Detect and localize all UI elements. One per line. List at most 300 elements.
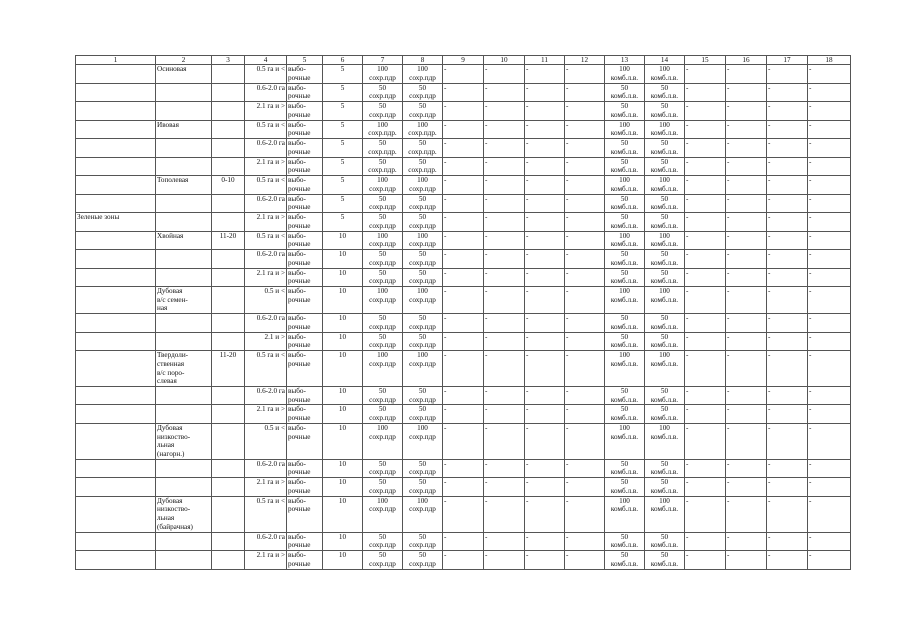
table-row [76, 176, 851, 195]
cell-col-14: 50 комб.л.в. [645, 157, 685, 176]
dash-cell: - [565, 268, 605, 287]
cell-col-2 [156, 157, 212, 176]
dash-cell: - [808, 194, 851, 213]
column-number-1: 1 [76, 56, 156, 65]
dash-cell: - [726, 83, 767, 102]
dash-cell: - [484, 65, 525, 84]
cell-col-14: 50 комб.л.в. [645, 268, 685, 287]
cell-col-8: 50 сохр.пдр [403, 405, 443, 424]
dash-cell: - [767, 250, 808, 269]
dash-cell: - [726, 194, 767, 213]
dash-cell: - [767, 231, 808, 250]
cell-col-7: 50 сохр.пдр. [363, 157, 403, 176]
cell-col-8: 50 сохр.пдр [403, 213, 443, 232]
dash-cell: - [726, 231, 767, 250]
cell-col-13: 50 комб.л.в. [605, 551, 645, 570]
cell-col-6: 5 [323, 102, 363, 121]
cell-col-7: 100 сохр.пдр [363, 423, 403, 459]
cell-col-6: 5 [323, 65, 363, 84]
cell-col-3 [212, 551, 245, 570]
cell-col-3 [212, 532, 245, 551]
cell-col-7: 100 сохр.пдр [363, 176, 403, 195]
dash-cell: - [565, 231, 605, 250]
cell-col-3 [212, 287, 245, 314]
cell-col-7: 100 сохр.пдр [363, 351, 403, 387]
cell-col-7: 50 сохр.пдр [363, 405, 403, 424]
dash-cell: - [726, 532, 767, 551]
cell-col-13: 100 комб.л.в. [605, 351, 645, 387]
cell-col-1 [76, 386, 156, 405]
dash-cell: - [767, 551, 808, 570]
dash-cell: - [443, 386, 484, 405]
cell-col-4: 2.1 га и > [245, 551, 287, 570]
dash-cell: - [484, 551, 525, 570]
column-number-18: 18 [808, 56, 851, 65]
dash-cell: - [726, 478, 767, 497]
dash-cell: - [808, 139, 851, 158]
dash-cell: - [808, 157, 851, 176]
cell-col-5: выбо- рочные [287, 176, 323, 195]
table-row [76, 551, 851, 570]
dash-cell: - [484, 332, 525, 351]
dash-cell: - [767, 405, 808, 424]
cell-col-13: 50 комб.л.в. [605, 405, 645, 424]
cell-col-3 [212, 83, 245, 102]
dash-cell: - [767, 102, 808, 121]
dash-cell: - [525, 176, 565, 195]
cell-col-7: 100 сохр.пдр [363, 231, 403, 250]
dash-cell: - [443, 194, 484, 213]
cell-col-1 [76, 423, 156, 459]
dash-cell: - [767, 496, 808, 532]
dash-cell: - [443, 231, 484, 250]
cell-col-8: 100 сохр.пдр [403, 423, 443, 459]
cell-col-4: 0.5 га и < [245, 351, 287, 387]
cell-col-5: выбо- рочные [287, 332, 323, 351]
cell-col-6: 10 [323, 551, 363, 570]
cell-col-2 [156, 250, 212, 269]
dash-cell: - [525, 332, 565, 351]
cell-col-8: 50 сохр.пдр [403, 459, 443, 478]
dash-cell: - [525, 423, 565, 459]
dash-cell: - [726, 423, 767, 459]
cell-col-5: выбо- рочные [287, 83, 323, 102]
dash-cell: - [685, 213, 726, 232]
dash-cell: - [525, 351, 565, 387]
cell-col-8: 100 сохр.пдр [403, 231, 443, 250]
document-table-sheet [75, 55, 850, 570]
cell-col-1 [76, 314, 156, 333]
table-row [76, 157, 851, 176]
column-number-4: 4 [245, 56, 287, 65]
dash-cell: - [685, 268, 726, 287]
table-row [76, 386, 851, 405]
dash-cell: - [443, 423, 484, 459]
cell-col-4: 0.5 га и < [245, 120, 287, 139]
dash-cell: - [685, 139, 726, 158]
dash-cell: - [443, 65, 484, 84]
cell-col-13: 50 комб.л.в. [605, 459, 645, 478]
cell-col-2 [156, 314, 212, 333]
cell-col-13: 100 комб.л.в. [605, 120, 645, 139]
cell-col-3 [212, 120, 245, 139]
dash-cell: - [726, 496, 767, 532]
dash-cell: - [484, 213, 525, 232]
dash-cell: - [525, 551, 565, 570]
cell-col-2: Тополевая [156, 176, 212, 195]
cell-col-6: 10 [323, 250, 363, 269]
dash-cell: - [808, 231, 851, 250]
dash-cell: - [443, 268, 484, 287]
cell-col-5: выбо- рочные [287, 65, 323, 84]
column-number-5: 5 [287, 56, 323, 65]
dash-cell: - [685, 478, 726, 497]
cell-col-13: 50 комб.л.в. [605, 268, 645, 287]
cell-col-4: 0.6-2.0 га [245, 386, 287, 405]
cell-col-2: Хвойная [156, 231, 212, 250]
table-row [76, 496, 851, 532]
cell-col-14: 50 комб.л.в. [645, 139, 685, 158]
cell-col-14: 50 комб.л.в. [645, 102, 685, 121]
cell-col-14: 50 комб.л.в. [645, 532, 685, 551]
dash-cell: - [565, 213, 605, 232]
dash-cell: - [565, 351, 605, 387]
dash-cell: - [726, 120, 767, 139]
cell-col-2 [156, 213, 212, 232]
table-row [76, 314, 851, 333]
dash-cell: - [443, 157, 484, 176]
cell-col-3 [212, 157, 245, 176]
cell-col-7: 50 сохр.пдр [363, 102, 403, 121]
cell-col-2: Дубовая в/с семен- ная [156, 287, 212, 314]
cell-col-3 [212, 423, 245, 459]
cell-col-3 [212, 459, 245, 478]
dash-cell: - [767, 386, 808, 405]
dash-cell: - [484, 423, 525, 459]
dash-cell: - [565, 287, 605, 314]
table-row [76, 268, 851, 287]
cell-col-6: 5 [323, 83, 363, 102]
cell-col-1 [76, 268, 156, 287]
cell-col-5: выбо- рочные [287, 120, 323, 139]
dash-cell: - [685, 423, 726, 459]
cell-col-7: 50 сохр.пдр [363, 83, 403, 102]
dash-cell: - [565, 120, 605, 139]
dash-cell: - [443, 496, 484, 532]
dash-cell: - [443, 332, 484, 351]
table-row [76, 478, 851, 497]
cell-col-8: 100 сохр.пдр [403, 351, 443, 387]
cell-col-5: выбо- рочные [287, 102, 323, 121]
cell-col-7: 50 сохр.пдр [363, 213, 403, 232]
cell-col-2 [156, 459, 212, 478]
dash-cell: - [767, 459, 808, 478]
cell-col-13: 50 комб.л.в. [605, 157, 645, 176]
dash-cell: - [685, 287, 726, 314]
cell-col-14: 50 комб.л.в. [645, 551, 685, 570]
column-number-3: 3 [212, 56, 245, 65]
cell-col-8: 100 сохр.пдр [403, 65, 443, 84]
dash-cell: - [565, 65, 605, 84]
cell-col-14: 50 комб.л.в. [645, 405, 685, 424]
cell-col-7: 50 сохр.пдр [363, 459, 403, 478]
cell-col-13: 50 комб.л.в. [605, 250, 645, 269]
cell-col-14: 100 комб.л.в. [645, 120, 685, 139]
dash-cell: - [767, 213, 808, 232]
dash-cell: - [484, 405, 525, 424]
dash-cell: - [484, 478, 525, 497]
cell-col-7: 100 сохр.пдр [363, 496, 403, 532]
cell-col-14: 50 комб.л.в. [645, 314, 685, 333]
dash-cell: - [443, 120, 484, 139]
cell-col-14: 100 комб.л.в. [645, 287, 685, 314]
column-number-8: 8 [403, 56, 443, 65]
column-number-2: 2 [156, 56, 212, 65]
column-number-13: 13 [605, 56, 645, 65]
column-number-11: 11 [525, 56, 565, 65]
cell-col-1 [76, 478, 156, 497]
dash-cell: - [685, 102, 726, 121]
table-row [76, 532, 851, 551]
dash-cell: - [767, 314, 808, 333]
cell-col-7: 50 сохр.пдр. [363, 139, 403, 158]
table-row [76, 231, 851, 250]
dash-cell: - [525, 459, 565, 478]
dash-cell: - [565, 176, 605, 195]
cell-col-14: 50 комб.л.в. [645, 83, 685, 102]
cell-col-2 [156, 551, 212, 570]
cell-col-4: 2.1 га и > [245, 213, 287, 232]
dash-cell: - [565, 459, 605, 478]
table-row [76, 194, 851, 213]
dash-cell: - [565, 496, 605, 532]
dash-cell: - [484, 194, 525, 213]
dash-cell: - [726, 459, 767, 478]
cell-col-13: 100 комб.л.в. [605, 496, 645, 532]
dash-cell: - [484, 250, 525, 269]
cell-col-6: 5 [323, 157, 363, 176]
cell-col-7: 100 сохр.пдр [363, 65, 403, 84]
cell-col-6: 10 [323, 287, 363, 314]
dash-cell: - [808, 287, 851, 314]
cell-col-7: 50 сохр.пдр [363, 551, 403, 570]
cell-col-1 [76, 351, 156, 387]
dash-cell: - [767, 478, 808, 497]
dash-cell: - [767, 532, 808, 551]
dash-cell: - [808, 213, 851, 232]
cell-col-3 [212, 314, 245, 333]
cell-col-7: 50 сохр.пдр [363, 332, 403, 351]
table-row [76, 405, 851, 424]
dash-cell: - [685, 351, 726, 387]
cell-col-2: Дубовая низкоство- льная (нагорн.) [156, 423, 212, 459]
dash-cell: - [484, 176, 525, 195]
dash-cell: - [808, 65, 851, 84]
cell-col-1 [76, 496, 156, 532]
cell-col-5: выбо- рочные [287, 532, 323, 551]
cell-col-2 [156, 332, 212, 351]
cell-col-5: выбо- рочные [287, 351, 323, 387]
cell-col-6: 5 [323, 139, 363, 158]
dash-cell: - [726, 405, 767, 424]
dash-cell: - [525, 213, 565, 232]
dash-cell: - [767, 332, 808, 351]
table-row [76, 213, 851, 232]
dash-cell: - [484, 314, 525, 333]
cell-col-4: 0.6-2.0 га [245, 194, 287, 213]
cell-col-2 [156, 102, 212, 121]
cell-col-7: 50 сохр.пдр [363, 268, 403, 287]
cell-col-3 [212, 213, 245, 232]
cell-col-1 [76, 157, 156, 176]
dash-cell: - [525, 314, 565, 333]
cell-col-13: 50 комб.л.в. [605, 83, 645, 102]
dash-cell: - [565, 194, 605, 213]
cell-col-14: 50 комб.л.в. [645, 459, 685, 478]
column-number-15: 15 [685, 56, 726, 65]
dash-cell: - [726, 176, 767, 195]
cell-col-8: 50 сохр.пдр [403, 250, 443, 269]
cell-col-14: 50 комб.л.в. [645, 194, 685, 213]
dash-cell: - [565, 314, 605, 333]
cell-col-3: 0-10 [212, 176, 245, 195]
header-row [76, 56, 851, 65]
cell-col-13: 50 комб.л.в. [605, 478, 645, 497]
cell-col-13: 50 комб.л.в. [605, 314, 645, 333]
dash-cell: - [525, 386, 565, 405]
dash-cell: - [767, 287, 808, 314]
cell-col-13: 50 комб.л.в. [605, 139, 645, 158]
cell-col-4: 2.1 га и > [245, 157, 287, 176]
cell-col-2 [156, 83, 212, 102]
dash-cell: - [484, 386, 525, 405]
table-row [76, 83, 851, 102]
cell-col-2 [156, 386, 212, 405]
dash-cell: - [726, 102, 767, 121]
cell-col-1 [76, 405, 156, 424]
cell-col-3 [212, 405, 245, 424]
cell-col-4: 0.5 га и < [245, 231, 287, 250]
table-row [76, 287, 851, 314]
dash-cell: - [484, 532, 525, 551]
cell-col-6: 10 [323, 532, 363, 551]
cell-col-7: 50 сохр.пдр [363, 532, 403, 551]
dash-cell: - [443, 213, 484, 232]
cell-col-13: 50 комб.л.в. [605, 532, 645, 551]
cell-col-5: выбо- рочные [287, 231, 323, 250]
cell-col-5: выбо- рочные [287, 194, 323, 213]
dash-cell: - [565, 551, 605, 570]
dash-cell: - [484, 139, 525, 158]
cell-col-8: 50 сохр.пдр [403, 194, 443, 213]
cell-col-13: 50 комб.л.в. [605, 194, 645, 213]
dash-cell: - [808, 268, 851, 287]
dash-cell: - [808, 532, 851, 551]
dash-cell: - [565, 157, 605, 176]
cell-col-4: 0.6-2.0 га [245, 250, 287, 269]
cell-col-1 [76, 287, 156, 314]
cell-col-14: 50 комб.л.в. [645, 386, 685, 405]
cell-col-4: 0.5 га и < [245, 176, 287, 195]
cell-col-7: 50 сохр.пдр [363, 250, 403, 269]
cell-col-4: 0.6-2.0 га [245, 459, 287, 478]
dash-cell: - [565, 332, 605, 351]
cell-col-4: 2.1 га и > [245, 478, 287, 497]
cell-col-3 [212, 65, 245, 84]
cell-col-5: выбо- рочные [287, 405, 323, 424]
dash-cell: - [726, 65, 767, 84]
table-row [76, 65, 851, 84]
dash-cell: - [808, 332, 851, 351]
dash-cell: - [808, 386, 851, 405]
dash-cell: - [443, 250, 484, 269]
cell-col-14: 50 комб.л.в. [645, 478, 685, 497]
cell-col-5: выбо- рочные [287, 250, 323, 269]
table-row [76, 351, 851, 387]
cell-col-8: 100 сохр.пдр [403, 287, 443, 314]
dash-cell: - [767, 65, 808, 84]
cell-col-13: 100 комб.л.в. [605, 176, 645, 195]
dash-cell: - [443, 459, 484, 478]
cell-col-6: 10 [323, 231, 363, 250]
cell-col-6: 10 [323, 423, 363, 459]
table-row [76, 459, 851, 478]
cell-col-1 [76, 459, 156, 478]
column-number-10: 10 [484, 56, 525, 65]
dash-cell: - [525, 496, 565, 532]
cell-col-6: 10 [323, 405, 363, 424]
cell-col-8: 100 сохр.пдр [403, 496, 443, 532]
cell-col-8: 50 сохр.пдр. [403, 139, 443, 158]
cell-col-7: 100 сохр.пдр [363, 287, 403, 314]
dash-cell: - [484, 459, 525, 478]
table-row [76, 332, 851, 351]
cell-col-6: 10 [323, 332, 363, 351]
cell-col-2: Дубовая низкоство- льная (байрачная) [156, 496, 212, 532]
dash-cell: - [685, 386, 726, 405]
cell-col-1: Зеленые зоны [76, 213, 156, 232]
cell-col-8: 50 сохр.пдр [403, 551, 443, 570]
dash-cell: - [767, 423, 808, 459]
dash-cell: - [443, 478, 484, 497]
dash-cell: - [726, 213, 767, 232]
dash-cell: - [565, 250, 605, 269]
cell-col-3 [212, 194, 245, 213]
cell-col-2 [156, 139, 212, 158]
dash-cell: - [525, 83, 565, 102]
dash-cell: - [484, 83, 525, 102]
dash-cell: - [525, 250, 565, 269]
cell-col-8: 100 сохр.пдр. [403, 120, 443, 139]
cell-col-6: 5 [323, 120, 363, 139]
table-row [76, 423, 851, 459]
cell-col-4: 2.1 га и > [245, 102, 287, 121]
cell-col-14: 50 комб.л.в. [645, 213, 685, 232]
dash-cell: - [484, 287, 525, 314]
dash-cell: - [726, 268, 767, 287]
dash-cell: - [726, 250, 767, 269]
dash-cell: - [808, 405, 851, 424]
dash-cell: - [565, 102, 605, 121]
column-number-7: 7 [363, 56, 403, 65]
cell-col-14: 100 комб.л.в. [645, 423, 685, 459]
cell-col-8: 100 сохр.пдр [403, 176, 443, 195]
cell-col-6: 10 [323, 351, 363, 387]
cell-col-7: 50 сохр.пдр [363, 386, 403, 405]
dash-cell: - [685, 194, 726, 213]
cell-col-14: 100 комб.л.в. [645, 496, 685, 532]
cell-col-5: выбо- рочные [287, 386, 323, 405]
